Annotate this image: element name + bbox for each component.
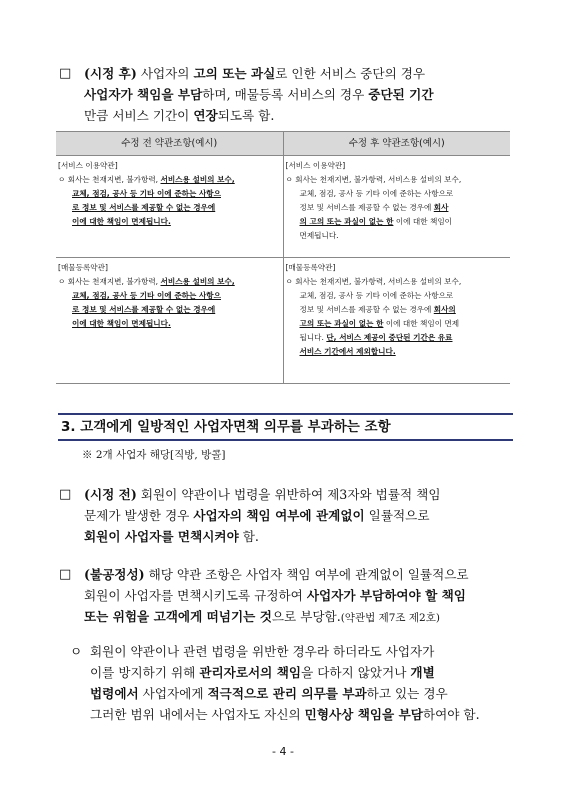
text-run: 면제됩니다.	[299, 231, 339, 240]
text-line	[84, 105, 434, 126]
text-line	[84, 505, 441, 526]
text-line	[84, 585, 469, 606]
text-line	[286, 317, 509, 331]
text-run: 정보 및 서비스를 제공할 수 없는 경우에	[299, 305, 434, 314]
text-line	[90, 683, 480, 704]
text-run: 그러한 범위 내에서는 사업자도 자신의	[90, 707, 305, 722]
text-run: 교체, 점검, 공사 등 기타 이에 준하는 사항으	[72, 291, 221, 300]
section-title: 3. 고객에게 일방적인 사업자면책 의무를 부과하는 조항	[58, 413, 513, 441]
text-run: 고의 또는 과실이 없는 한	[299, 319, 384, 328]
text-run: 이를 방지하기 위해	[90, 665, 200, 680]
text-run: (약관법 제7조 제2호)	[340, 612, 440, 624]
text-line	[286, 289, 509, 303]
clause-label: [매물등록약관]	[285, 263, 336, 272]
text-line	[286, 303, 509, 317]
text-line	[58, 303, 281, 317]
text-line	[84, 484, 441, 505]
clause-label: [서비스 이용약관]	[58, 161, 118, 170]
paragraph-unfairness	[84, 564, 469, 629]
text-run: 로 정보 및 서비스를 제공할 수 없는 경우에	[72, 305, 216, 314]
text-run: 사업자의 책임 여부에 관계없이	[193, 508, 365, 523]
text-line	[286, 187, 509, 201]
clause-label: [서비스 이용약관]	[285, 161, 346, 170]
text-run: 로 인한 서비스 중단의 경우	[275, 66, 426, 81]
text-run: 이에 대한 책임이 면제됩니다.	[72, 217, 171, 226]
text-line	[90, 662, 480, 683]
checkbox-icon: □	[59, 66, 72, 81]
text-run: 으로 부당함.	[271, 609, 341, 624]
text-line	[84, 526, 441, 547]
text-run: 이에 대한 책임이	[393, 217, 453, 226]
comparison-table	[56, 131, 510, 384]
clause-text	[58, 275, 281, 331]
text-run: 사업자의	[136, 66, 194, 81]
text-run: 서비스용 설비의 보수,	[160, 277, 235, 286]
text-run: 서비스 기간에서 제외합니다.	[299, 347, 396, 356]
clause-text	[286, 173, 509, 243]
note: ※ 2개 사업자 해당[직방, 방콜]	[82, 449, 226, 461]
text-line	[58, 187, 281, 201]
clause-text	[58, 173, 281, 229]
text-line	[84, 606, 469, 629]
text-run: 이에 대한 책임이 면제됩니다.	[72, 319, 171, 328]
table-row	[56, 258, 510, 384]
text-run: 법령에서	[90, 686, 139, 701]
text-run: 함.	[238, 529, 259, 544]
text-run: ㅇ 회사는 천재지변, 불가항력,	[58, 175, 161, 184]
text-run: 회사의	[433, 305, 456, 314]
text-line	[58, 289, 281, 303]
text-run: 일률적으로	[364, 508, 430, 523]
paragraph-after-correction	[84, 63, 434, 126]
text-run: 서비스용 설비의 보수,	[160, 175, 235, 184]
text-run: 정보 및 서비스를 제공할 수 없는 경우에	[299, 203, 434, 212]
text-run: ㅇ 회사는 천재지변, 불가항력, 서비스용 설비의 보수,	[285, 175, 462, 184]
table-cell	[56, 156, 283, 258]
text-run: 이에 대한 책임이 면제	[383, 319, 460, 328]
text-line	[286, 275, 509, 289]
text-line	[286, 229, 509, 243]
text-run: 또는 위험을 고객에게 떠넘기는 것	[84, 609, 272, 624]
table-cell	[283, 156, 510, 258]
text-run: 사업자가 부담하여야 할 책임	[306, 588, 466, 603]
text-run: 회사	[433, 203, 449, 212]
text-run: 사업자가 책임을 부담	[84, 87, 203, 102]
text-line	[286, 345, 509, 359]
table-header-after: 수정 후 약관조항(예시)	[283, 132, 510, 156]
text-run: 교체, 점검, 공사 등 기타 이에 준하는 사항으	[72, 189, 221, 198]
text-run: 민형사상 책임을 부담	[304, 707, 423, 722]
checkbox-icon: □	[59, 487, 72, 502]
text-run: 적극적으로 관리 의무를 부과	[207, 686, 367, 701]
text-run: 연장	[193, 108, 218, 123]
text-line	[58, 173, 281, 187]
text-run: 사업자에게	[138, 686, 208, 701]
text-line	[58, 275, 281, 289]
table-cell	[283, 258, 510, 384]
text-line	[58, 215, 281, 229]
text-run: 회원이 사업자를 면책시켜야	[84, 529, 239, 544]
text-run: 해당 약관 조항은 사업자 책임 여부에 관계없이 일률적으로	[144, 567, 469, 582]
text-run: 회원이 약관이나 관련 법령을 위반한 경우라 하더라도 사업자가	[90, 644, 435, 659]
text-run: 중단된 기간	[368, 87, 434, 102]
text-line	[286, 201, 509, 215]
text-run: 하며, 매물등록 서비스의 경우	[202, 87, 369, 102]
table-cell	[56, 258, 283, 384]
text-line	[58, 201, 281, 215]
text-run: 됩니다.	[299, 333, 327, 342]
text-run: 만큼 서비스 기간이	[84, 108, 194, 123]
table-header-before: 수정 전 약관조항(예시)	[56, 132, 283, 156]
text-line	[58, 317, 281, 331]
text-line	[286, 331, 509, 345]
text-line	[84, 84, 434, 105]
text-line	[84, 63, 434, 84]
table-row	[56, 156, 510, 258]
text-line	[286, 215, 509, 229]
text-run: 관리자로서의 책임	[199, 665, 302, 680]
text-line	[90, 641, 480, 662]
text-run: (시정 전)	[84, 487, 137, 502]
text-run: (불공정성)	[84, 567, 145, 582]
text-run: 되도록 함.	[217, 108, 275, 123]
text-run: 고의 또는 과실	[193, 66, 276, 81]
clause-label: [매물등록약관]	[58, 263, 108, 272]
text-run: 의 고의 또는 과실이 없는 한	[299, 217, 394, 226]
page-number: - 4 -	[272, 745, 294, 758]
text-line	[90, 704, 480, 725]
text-run: 단, 서비스 제공이 중단된 기간은 유료	[326, 333, 453, 342]
text-run: 하여야 함.	[422, 707, 480, 722]
text-line	[286, 173, 509, 187]
text-run: 하고 있는 경우	[366, 686, 448, 701]
text-run: 교체, 점검, 공사 등 기타 이에 준하는 사항으로	[299, 189, 454, 198]
text-run: ㅇ 회사는 천재지변, 불가항력,	[58, 277, 161, 286]
text-run: 개별	[410, 665, 435, 680]
clause-text	[286, 275, 509, 359]
bullet-icon: ㅇ	[70, 644, 83, 659]
text-run: (시정 후)	[84, 66, 137, 81]
text-run: 문제가 발생한 경우	[84, 508, 194, 523]
text-run: ㅇ 회사는 천재지변, 불가항력, 서비스용 설비의 보수,	[285, 277, 462, 286]
paragraph-detail	[90, 641, 480, 725]
checkbox-icon: □	[59, 567, 72, 582]
paragraph-before-correction	[84, 484, 441, 547]
text-run: 을 다하지 않았거나	[301, 665, 411, 680]
text-run: 회원이 사업자를 면책시키도록 규정하여	[84, 588, 307, 603]
text-run: 교체, 점검, 공사 등 기타 이에 준하는 사항으로	[299, 291, 454, 300]
text-run: 로 정보 및 서비스를 제공할 수 없는 경우에	[72, 203, 216, 212]
text-line	[84, 564, 469, 585]
text-run: 회원이 약관이나 법령을 위반하여 제3자와 법률적 책임	[136, 487, 441, 502]
